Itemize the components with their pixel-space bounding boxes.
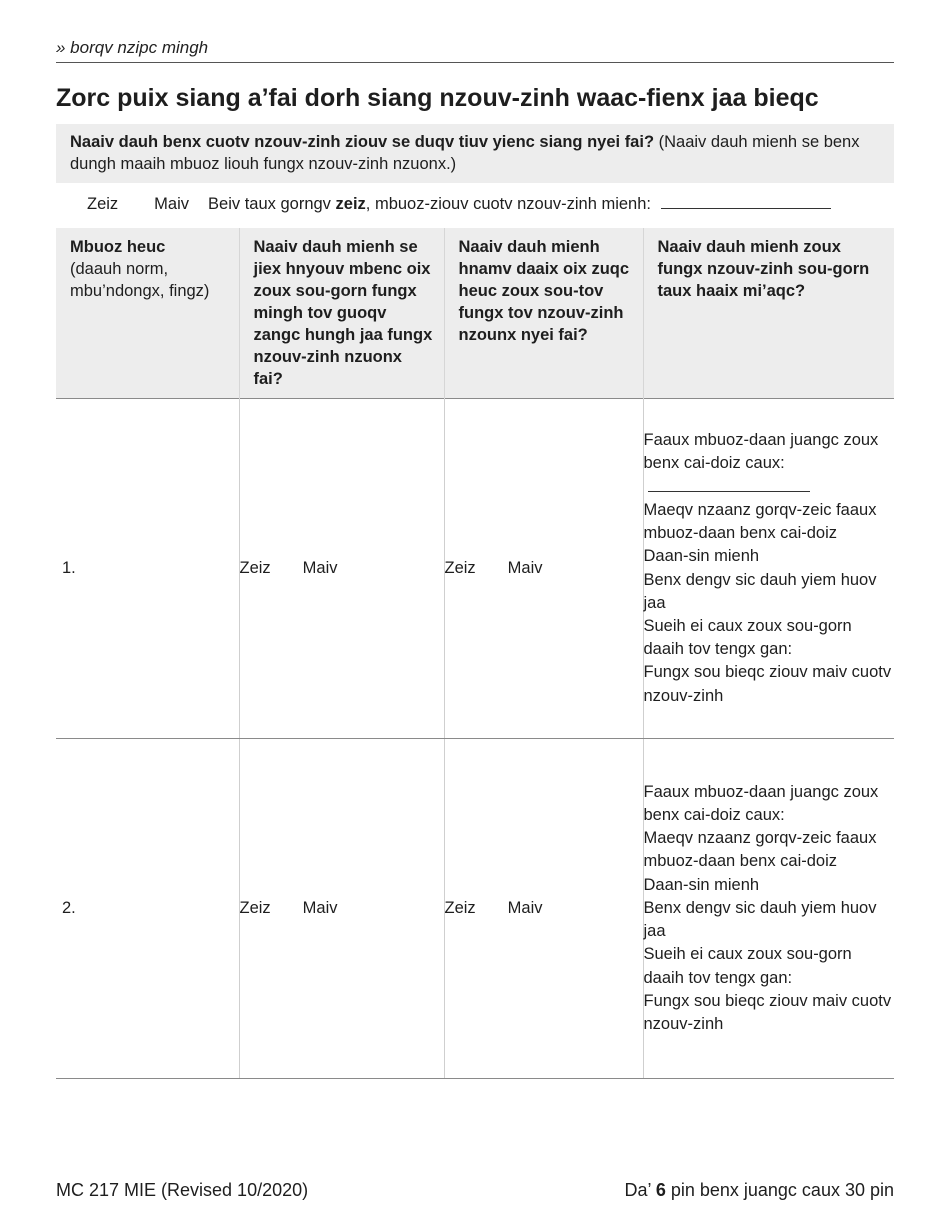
question-note: (Naaiv dauh mienh se benx dungh maaih mbuoz liouh fungx nzouv-zinh nzuonx.) bbox=[70, 133, 860, 173]
yesno-question bbox=[208, 195, 651, 214]
page-suffix: pin benx juangc caux 30 pin bbox=[665, 1180, 894, 1200]
question-box bbox=[56, 124, 894, 183]
row-dependent-choice bbox=[444, 399, 643, 739]
spouse-blank-field[interactable] bbox=[648, 477, 810, 492]
page-title: Zorc puix siang a’fai dorh siang nzouv-zinh waac-fienx jaa bieqc bbox=[56, 84, 819, 112]
filing-option-label: Faaux mbuoz-daan juangc zoux benx cai-doiz caux: bbox=[643, 431, 879, 473]
filing-option[interactable]: Benx dengv sic dauh yiem huov jaa bbox=[643, 898, 877, 941]
row-number: 1. bbox=[56, 399, 239, 739]
yesno-text-bold: zeiz bbox=[335, 195, 366, 213]
no-option[interactable]: Maiv bbox=[302, 899, 338, 917]
yes-option[interactable]: Zeiz bbox=[239, 899, 271, 917]
row-dependent-choice bbox=[444, 739, 643, 1079]
header-claimed-dependent: Naaiv dauh mienh hnamv daaix oix zuqc heuc zoux sou-tov fungx tov nzouv-zinh nzounx nyei fai? bbox=[444, 228, 643, 399]
filing-option[interactable]: Fungx sou bieqc ziouv maiv cuotv nzouv-zinh bbox=[643, 991, 892, 1033]
form-id: MC 217 MIE (Revised 10/2020) bbox=[56, 1180, 309, 1200]
yes-option[interactable]: Zeiz bbox=[444, 899, 476, 917]
question-bold: Naaiv dauh benx cuotv nzouv-zinh ziouv se duqv tiuv yienc siang nyei fai? bbox=[70, 133, 655, 151]
row-number: 2. bbox=[56, 739, 239, 1079]
page-prefix: Da’ bbox=[624, 1180, 656, 1200]
row-filing-options bbox=[643, 739, 894, 1079]
row-file-choice bbox=[239, 399, 444, 739]
header-intends-to-file: Naaiv dauh mienh se jiex hnyouv mbenc oix zoux sou-gorn fungx mingh tov guoqv zangc hungh jaa fungx nzouv-zinh nzuonx fai? bbox=[239, 228, 444, 399]
filing-option[interactable] bbox=[644, 429, 895, 499]
no-option[interactable]: Maiv bbox=[302, 559, 338, 577]
table-header-row bbox=[56, 228, 894, 399]
filing-option[interactable]: Faaux mbuoz-daan juangc zoux benx cai-doiz caux: bbox=[643, 782, 879, 825]
table-row bbox=[56, 399, 894, 739]
no-option[interactable]: Maiv bbox=[507, 559, 543, 577]
filing-option[interactable]: Sueih ei caux zoux sou-gorn daaih tov tengx gan: bbox=[643, 616, 852, 659]
page-number bbox=[624, 1180, 894, 1201]
no-option[interactable]: Maiv bbox=[154, 195, 190, 213]
header-name-sub: (daauh norm, mbu’ndongx, fingz) bbox=[70, 260, 210, 300]
header-filing-status: Naaiv dauh mienh zoux fungx nzouv-zinh sou-gorn taux haaix mi’aqc? bbox=[643, 228, 894, 399]
filing-option[interactable]: Daan-sin mienh bbox=[643, 875, 760, 894]
table-row bbox=[56, 739, 894, 1079]
yes-option[interactable]: Zeiz bbox=[444, 559, 476, 577]
filing-option[interactable]: Maeqv nzaanz gorqv-zeic faaux mbuoz-daan benx cai-doiz bbox=[643, 829, 877, 871]
yesno-text-after: , mbuoz-ziouv cuotv nzouv-zinh mienh: bbox=[365, 195, 651, 213]
yes-option[interactable]: Zeiz bbox=[87, 195, 119, 213]
row-file-choice bbox=[239, 739, 444, 1079]
filing-option[interactable]: Fungx sou bieqc ziouv maiv cuotv nzouv-zinh bbox=[643, 663, 892, 705]
header-name bbox=[56, 228, 239, 399]
filing-option[interactable]: Benx dengv sic dauh yiem huov jaa bbox=[643, 570, 877, 612]
yes-option[interactable]: Zeiz bbox=[239, 559, 271, 577]
name-blank-field[interactable] bbox=[661, 194, 831, 209]
filing-option[interactable]: Maeqv nzaanz gorqv-zeic faaux mbuoz-daan benx cai-doiz bbox=[643, 500, 877, 543]
filing-option[interactable]: Daan-sin mienh bbox=[643, 547, 760, 566]
row-filing-options bbox=[643, 399, 894, 739]
no-option[interactable]: Maiv bbox=[507, 899, 543, 917]
page-num: 6 bbox=[655, 1180, 666, 1200]
yesno-text-before: Beiv taux gorngv bbox=[208, 195, 336, 213]
yesno-line bbox=[56, 194, 894, 214]
member-table bbox=[56, 228, 894, 1079]
breadcrumb: » borqv nzipc mingh bbox=[56, 38, 894, 63]
header-name-bold: Mbuoz heuc bbox=[70, 238, 166, 256]
filing-option[interactable]: Sueih ei caux zoux sou-gorn daaih tov tengx gan: bbox=[643, 945, 852, 987]
